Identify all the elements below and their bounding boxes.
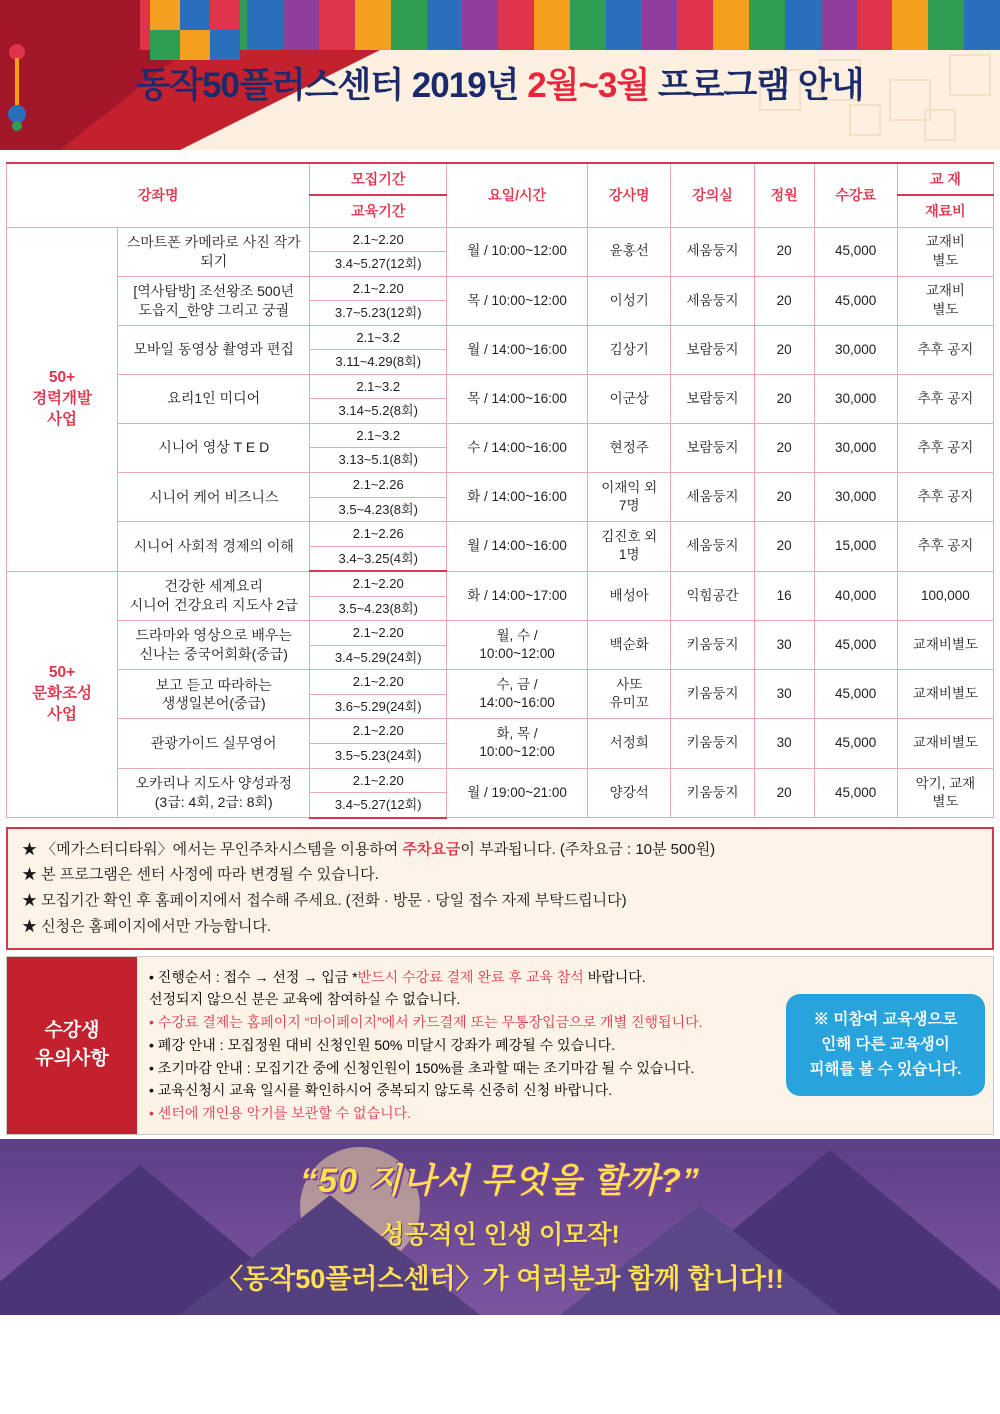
table-row	[7, 374, 994, 399]
header-color-strip	[140, 0, 1000, 50]
book-fee-cell: 추후 공지	[897, 423, 993, 472]
room-cell: 세움둥지	[671, 472, 754, 521]
day-time-cell: 수 / 14:00~16:00	[447, 423, 588, 472]
book-fee-cell: 100,000	[897, 571, 993, 621]
day-time-cell: 목 / 14:00~16:00	[447, 374, 588, 423]
th-recruit: 모집기간	[310, 163, 447, 195]
recruit-period-cell: 2.1~2.20	[310, 719, 447, 744]
book-fee-cell: 교재비 별도	[897, 276, 993, 325]
room-cell: 보람둥지	[671, 423, 754, 472]
quilt-cell	[180, 30, 210, 60]
footer-slogan: “50 지나서 무엇을 할까?”	[300, 1161, 700, 1200]
recruit-period-cell: 2.1~2.20	[310, 621, 447, 646]
strip-segment	[713, 0, 749, 50]
strip-segment	[606, 0, 642, 50]
notice-item: ★ 모집기간 확인 후 홈페이지에서 접수해 주세요. (전화 · 방문 · 당일 접수 자제 부탁드립니다)	[22, 892, 627, 910]
caution-item: 선정되지 않으신 분은 교육에 참여하실 수 없습니다.	[149, 991, 461, 1008]
room-cell: 키움둥지	[671, 621, 754, 670]
category-cell: 50+ 경력개발 사업	[7, 227, 118, 571]
recruit-period-cell: 2.1~2.20	[310, 276, 447, 301]
recruit-period-cell: 2.1~2.20	[310, 227, 447, 252]
program-table	[6, 162, 994, 819]
book-fee-cell: 교재비별도	[897, 621, 993, 670]
strip-segment	[570, 0, 606, 50]
table-row	[7, 276, 994, 301]
capacity-cell: 20	[754, 522, 814, 572]
day-time-cell: 월 / 14:00~16:00	[447, 325, 588, 374]
th-course: 강좌명	[7, 163, 310, 227]
th-day-time: 요일/시간	[447, 163, 588, 227]
mountain-shape-2	[180, 1195, 480, 1315]
header-quilt-pattern	[150, 0, 240, 60]
education-period-cell: 3.14~5.2(8회)	[310, 399, 447, 424]
capacity-cell: 30	[754, 621, 814, 670]
course-name-cell: 모바일 동영상 촬영과 편집	[118, 325, 310, 374]
caution-item: • 센터에 개인용 악기를 보관할 수 없습니다.	[149, 1104, 412, 1121]
table-row	[7, 227, 994, 252]
room-cell: 키움둥지	[671, 719, 754, 768]
notice-item: ★ 본 프로그램은 센터 사정에 따라 변경될 수 있습니다.	[22, 866, 379, 884]
education-period-cell: 3.4~5.29(24회)	[310, 645, 447, 670]
book-fee-cell: 추후 공지	[897, 325, 993, 374]
caution-item: • 수강료 결제는 홈페이지 “마이페이지”에서 카드결제 또는 무통장입금으로 개별 진행됩니다.	[149, 1014, 703, 1031]
th-book-1: 교 재	[897, 163, 993, 195]
day-time-cell: 화 / 14:00~16:00	[447, 472, 588, 521]
strip-segment	[964, 0, 1000, 50]
room-cell: 세움둥지	[671, 227, 754, 276]
strip-segment	[462, 0, 498, 50]
fee-cell: 40,000	[814, 571, 897, 621]
table-row	[7, 522, 994, 547]
caution-item: • 진행순서 : 접수 → 선정 → 입금 *반드시 수강료 결제 완료 후 교육 참석 바랍니다.	[149, 968, 646, 985]
strip-segment	[283, 0, 319, 50]
capacity-cell: 20	[754, 374, 814, 423]
course-name-cell: [역사탐방] 조선왕조 500년 도읍지_한양 그리고 궁궐	[118, 276, 310, 325]
quilt-cell	[210, 0, 240, 30]
course-name-cell: 스마트폰 카메라로 사진 작가 되기	[118, 227, 310, 276]
room-cell: 보람둥지	[671, 325, 754, 374]
caution-body	[137, 957, 778, 1134]
education-period-cell: 3.5~4.23(8회)	[310, 497, 447, 522]
capacity-cell: 20	[754, 276, 814, 325]
fee-cell: 45,000	[814, 670, 897, 719]
table-row	[7, 719, 994, 744]
education-period-cell: 3.7~5.23(12회)	[310, 301, 447, 326]
recruit-period-cell: 2.1~3.2	[310, 374, 447, 399]
quilt-cell	[210, 30, 240, 60]
course-name-cell: 오카리나 지도사 양성과정 (3급: 4회, 2급: 8회)	[118, 768, 310, 818]
poster-footer	[0, 1139, 1000, 1315]
strip-segment	[498, 0, 534, 50]
room-cell: 세움둥지	[671, 276, 754, 325]
day-time-cell: 화, 목 / 10:00~12:00	[447, 719, 588, 768]
strip-segment	[677, 0, 713, 50]
course-name-cell: 시니어 사회적 경제의 이해	[118, 522, 310, 572]
page-title-pre: 동작50플러스센터 2019년	[136, 66, 528, 105]
caution-item: • 조기마감 안내 : 모집기간 중에 신청인원이 150%를 초과할 때는 조기마감 될 수 있습니다.	[149, 1059, 695, 1076]
caution-side	[778, 957, 993, 1134]
table-row	[7, 621, 994, 646]
th-teacher: 강사명	[588, 163, 671, 227]
recruit-period-cell: 2.1~2.20	[310, 571, 447, 596]
teacher-cell: 현정주	[588, 423, 671, 472]
fee-cell: 45,000	[814, 621, 897, 670]
table-row	[7, 325, 994, 350]
day-time-cell: 목 / 10:00~12:00	[447, 276, 588, 325]
room-cell: 키움둥지	[671, 768, 754, 818]
teacher-cell: 이성기	[588, 276, 671, 325]
page-title	[0, 58, 1000, 108]
capacity-cell: 20	[754, 768, 814, 818]
table-row	[7, 472, 994, 497]
capacity-cell: 16	[754, 571, 814, 621]
category-cell: 50+ 문화조성 사업	[7, 571, 118, 817]
table-row	[7, 670, 994, 695]
course-name-cell: 요리1인 미디어	[118, 374, 310, 423]
recruit-period-cell: 2.1~2.26	[310, 472, 447, 497]
table-row	[7, 423, 994, 448]
program-table-wrap	[0, 150, 1000, 819]
fee-cell: 30,000	[814, 423, 897, 472]
recruit-period-cell: 2.1~3.2	[310, 325, 447, 350]
teacher-cell: 이재익 외 7명	[588, 472, 671, 521]
quilt-cell	[150, 0, 180, 30]
quilt-cell	[180, 0, 210, 30]
caution-item: • 폐강 안내 : 모집정원 대비 신청인원 50% 미달시 강좌가 폐강될 수 있습니다.	[149, 1036, 616, 1053]
fee-cell: 30,000	[814, 472, 897, 521]
education-period-cell: 3.13~5.1(8회)	[310, 448, 447, 473]
strip-segment	[427, 0, 463, 50]
fee-cell: 30,000	[814, 325, 897, 374]
room-cell: 익힘공간	[671, 571, 754, 621]
caution-label: 수강생 유의사항	[7, 957, 137, 1134]
table-row	[7, 768, 994, 793]
page-title-post: 프로그램 안내	[649, 66, 864, 105]
strip-segment	[247, 0, 283, 50]
teacher-cell: 백순화	[588, 621, 671, 670]
recruit-period-cell: 2.1~2.26	[310, 522, 447, 547]
teacher-cell: 윤홍선	[588, 227, 671, 276]
strip-segment	[319, 0, 355, 50]
day-time-cell: 월 / 19:00~21:00	[447, 768, 588, 818]
education-period-cell: 3.5~4.23(8회)	[310, 596, 447, 621]
fee-cell: 45,000	[814, 719, 897, 768]
education-period-cell: 3.4~5.27(12회)	[310, 793, 447, 818]
teacher-cell: 서정희	[588, 719, 671, 768]
recruit-period-cell: 2.1~3.2	[310, 423, 447, 448]
capacity-cell: 20	[754, 325, 814, 374]
course-name-cell: 건강한 세계요리 시니어 건강요리 지도사 2급	[118, 571, 310, 621]
notice-box	[6, 827, 994, 950]
teacher-cell: 이군상	[588, 374, 671, 423]
education-period-cell: 3.4~3.25(4회)	[310, 546, 447, 571]
course-name-cell: 시니어 케어 비즈니스	[118, 472, 310, 521]
course-name-cell: 보고 듣고 따라하는 생생일본어(중급)	[118, 670, 310, 719]
poster-header	[0, 0, 1000, 150]
course-name-cell: 드라마와 영상으로 배우는 신나는 중국어회화(중급)	[118, 621, 310, 670]
strip-segment	[785, 0, 821, 50]
fee-cell: 45,000	[814, 227, 897, 276]
room-cell: 세움둥지	[671, 522, 754, 572]
strip-segment	[821, 0, 857, 50]
table-row	[7, 571, 994, 596]
th-capacity: 정원	[754, 163, 814, 227]
th-book-2: 재료비	[897, 195, 993, 227]
strip-segment	[749, 0, 785, 50]
strip-segment	[928, 0, 964, 50]
education-period-cell: 3.11~4.29(8회)	[310, 350, 447, 375]
footer-tagline: 〈동작50플러스센터〉가 여러분과 함께 합니다!!	[216, 1263, 784, 1294]
teacher-cell: 사또 유미꼬	[588, 670, 671, 719]
teacher-cell: 김진호 외 1명	[588, 522, 671, 572]
course-name-cell: 시니어 영상 T E D	[118, 423, 310, 472]
strip-segment	[857, 0, 893, 50]
room-cell: 키움둥지	[671, 670, 754, 719]
day-time-cell: 월, 수 / 10:00~12:00	[447, 621, 588, 670]
fee-cell: 45,000	[814, 276, 897, 325]
book-fee-cell: 추후 공지	[897, 522, 993, 572]
education-period-cell: 3.4~5.27(12회)	[310, 252, 447, 277]
caution-bubble: ※ 미참여 교육생으로 인해 다른 교육생이 피해를 볼 수 있습니다.	[786, 994, 985, 1096]
room-cell: 보람둥지	[671, 374, 754, 423]
capacity-cell: 30	[754, 670, 814, 719]
fee-cell: 15,000	[814, 522, 897, 572]
teacher-cell: 김상기	[588, 325, 671, 374]
recruit-period-cell: 2.1~2.20	[310, 768, 447, 793]
capacity-cell: 30	[754, 719, 814, 768]
day-time-cell: 월 / 14:00~16:00	[447, 522, 588, 572]
recruit-period-cell: 2.1~2.20	[310, 670, 447, 695]
strip-segment	[355, 0, 391, 50]
course-name-cell: 관광가이드 실무영어	[118, 719, 310, 768]
day-time-cell: 화 / 14:00~17:00	[447, 571, 588, 621]
book-fee-cell: 교재비별도	[897, 719, 993, 768]
strip-segment	[642, 0, 678, 50]
footer-subtitle: 성공적인 인생 이모작!	[380, 1220, 620, 1249]
teacher-cell: 배성아	[588, 571, 671, 621]
book-fee-cell: 교재비별도	[897, 670, 993, 719]
caution-box	[6, 956, 994, 1135]
strip-segment	[534, 0, 570, 50]
fee-cell: 30,000	[814, 374, 897, 423]
th-room: 강의실	[671, 163, 754, 227]
book-fee-cell: 교재비 별도	[897, 227, 993, 276]
th-fee: 수강료	[814, 163, 897, 227]
education-period-cell: 3.5~5.23(24회)	[310, 743, 447, 768]
day-time-cell: 수, 금 / 14:00~16:00	[447, 670, 588, 719]
book-fee-cell: 추후 공지	[897, 374, 993, 423]
education-period-cell: 3.6~5.29(24회)	[310, 694, 447, 719]
book-fee-cell: 악기, 교재 별도	[897, 768, 993, 818]
capacity-cell: 20	[754, 423, 814, 472]
quilt-cell	[150, 30, 180, 60]
teacher-cell: 양강석	[588, 768, 671, 818]
strip-segment	[892, 0, 928, 50]
page-title-highlight: 2월~3월	[527, 66, 650, 105]
table-body	[7, 227, 994, 818]
book-fee-cell: 추후 공지	[897, 472, 993, 521]
capacity-cell: 20	[754, 472, 814, 521]
fee-cell: 45,000	[814, 768, 897, 818]
day-time-cell: 월 / 10:00~12:00	[447, 227, 588, 276]
capacity-cell: 20	[754, 227, 814, 276]
caution-item: • 교육신청시 교육 일시를 확인하시어 중복되지 않도록 신중히 신청 바랍니다.	[149, 1082, 613, 1099]
notice-item: ★ 〈메가스터디타워〉에서는 무인주차시스템을 이용하여 주차요금이 부과됩니다. (주차요금 : 10분 500원)	[22, 840, 716, 858]
table-header-row-1	[7, 163, 994, 195]
th-education: 교육기간	[310, 195, 447, 227]
notice-item: ★ 신청은 홈페이지에서만 가능합니다.	[22, 918, 272, 936]
strip-segment	[391, 0, 427, 50]
